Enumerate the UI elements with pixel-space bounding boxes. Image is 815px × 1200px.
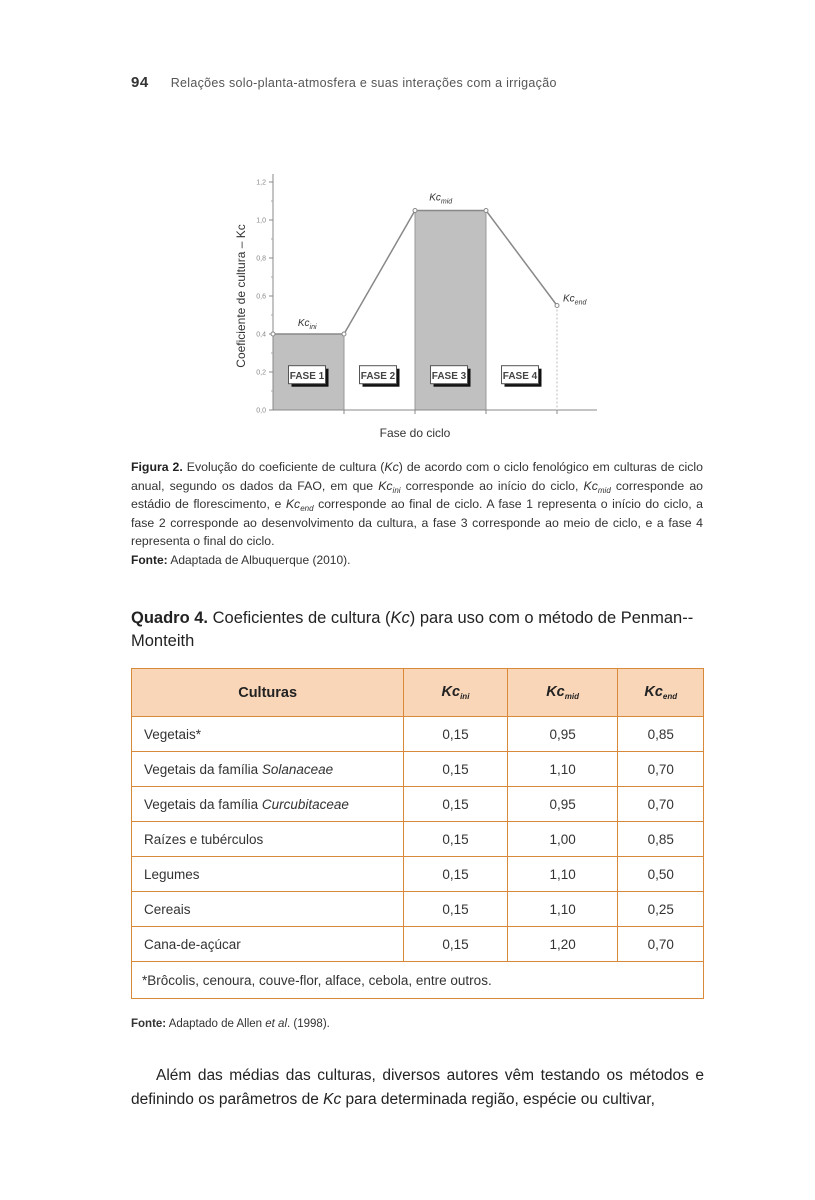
- cell-kc-ini: 0,15: [404, 787, 507, 822]
- chart-svg: [225, 165, 625, 445]
- table-title-text: Coeficientes de cultura (: [208, 609, 391, 627]
- table-title: [131, 607, 711, 653]
- table-label: Quadro 4.: [131, 609, 209, 627]
- caption-text: corresponde ao final de ciclo. A fase 1 representa o início do ciclo, a fase 2 corresponde ao desenvolvimento da cultura, a fase 3 corresponde ao meio de ciclo, e a fase 4 representa o final do ciclo.: [131, 497, 703, 548]
- figure-source: [131, 551, 703, 570]
- caption-text: ) de acordo com o ciclo fenológico em culturas de ciclo anual, segundo os dados da FAO, em que: [131, 460, 704, 493]
- cell-cultura: [132, 857, 404, 892]
- table-row: [132, 752, 704, 787]
- table-row: [132, 927, 704, 962]
- cell-kc-ini: 0,15: [404, 822, 507, 857]
- table-title-text: ) para uso com o método de Penman--Monteith: [131, 609, 694, 650]
- cell-kc-ini: 0,15: [404, 857, 507, 892]
- caption-kc: Kc: [285, 497, 301, 511]
- cell-kc-end: 0,85: [618, 822, 704, 857]
- kc-annotation-ini: $Kc_{ini}$: [297, 318, 317, 331]
- column-header-culturas: Culturas: [132, 669, 404, 717]
- cell-kc-mid: 1,10: [507, 857, 618, 892]
- kc-point: [555, 304, 559, 308]
- cell-cultura: [132, 787, 404, 822]
- cell-cultura: [132, 892, 404, 927]
- cell-kc-mid: 1,10: [507, 752, 618, 787]
- kc-point: [484, 209, 488, 213]
- table-row: [132, 892, 704, 927]
- source-label: Fonte:: [131, 552, 168, 567]
- table-footnote: *Brôcolis, cenoura, couve-flor, alface, cebola, entre outros.: [132, 962, 704, 999]
- y-tick-label: 1,0: [256, 217, 266, 225]
- kc-annotation-mid: $Kc_{mid}$: [429, 192, 453, 206]
- table-row: [132, 717, 704, 752]
- y-tick-label: 1,2: [256, 179, 266, 187]
- cell-kc-mid: 1,20: [507, 927, 618, 962]
- table-title-kc: Kc: [390, 609, 410, 627]
- kc-annotation-end: $Kc_{end}$: [563, 293, 587, 307]
- cell-kc-mid: 0,95: [507, 787, 618, 822]
- cell-kc-mid: 0,95: [507, 717, 618, 752]
- y-tick-label: 0,4: [256, 331, 266, 339]
- kc-table: [131, 668, 704, 999]
- y-tick-label: 0,6: [256, 293, 266, 301]
- cell-cultura: [132, 927, 404, 962]
- phase-label: FASE 2: [360, 371, 396, 383]
- cultura-name: Cereais: [144, 901, 191, 917]
- cell-kc-mid: 1,10: [507, 892, 618, 927]
- kc-point: [413, 209, 417, 213]
- y-tick-label: 0,2: [256, 369, 266, 377]
- cell-cultura: [132, 752, 404, 787]
- cell-kc-end: 0,25: [618, 892, 704, 927]
- cultura-name: Raízes e tubérculos: [144, 831, 264, 847]
- cell-kc-end: 0,70: [618, 787, 704, 822]
- table-row: [132, 857, 704, 892]
- caption-kc: Kc: [583, 478, 598, 493]
- cell-kc-ini: 0,15: [404, 927, 507, 962]
- cell-cultura: [132, 717, 404, 752]
- kc-base: Kc: [644, 684, 663, 700]
- caption-sub: end: [300, 504, 314, 513]
- y-axis-label: Coeficiente de cultura – Kc: [234, 224, 248, 368]
- column-header-kc-ini: [404, 669, 507, 717]
- page-header: [131, 74, 557, 91]
- caption-kc: Kc: [384, 460, 399, 474]
- source-text: . (1998).: [287, 1018, 330, 1030]
- paragraph-text: para determinada região, espécie ou cultivar,: [341, 1091, 655, 1108]
- x-axis-label: Fase do ciclo: [379, 426, 451, 440]
- y-tick-label: 0,0: [256, 407, 266, 415]
- phase-label: FASE 4: [502, 371, 538, 383]
- caption-label: Figura 2.: [131, 460, 183, 474]
- kc-sub: mid: [564, 692, 579, 701]
- cultura-name: Cana-de-açúcar: [144, 936, 241, 952]
- cultura-family: Curcubitaceae: [261, 796, 349, 812]
- kc-sub: ini: [460, 692, 470, 701]
- cell-kc-end: 0,85: [618, 717, 704, 752]
- column-header-kc-end: [618, 669, 704, 717]
- caption-sub: ini: [392, 485, 401, 495]
- y-tick-label: 0,8: [256, 255, 266, 263]
- caption-kc: Kc: [378, 478, 393, 493]
- caption-text: Evolução do coeficiente de cultura (: [182, 460, 385, 474]
- table-row: [132, 787, 704, 822]
- kc-point: [271, 332, 275, 336]
- cell-kc-mid: 1,00: [507, 822, 618, 857]
- cultura-name: Vegetais da família: [144, 796, 262, 812]
- phase-label: FASE 3: [431, 371, 467, 383]
- caption-sub: mid: [597, 485, 611, 495]
- cell-kc-ini: 0,15: [404, 717, 507, 752]
- kc-point: [342, 332, 346, 336]
- paragraph-text: Além das médias das culturas, diversos autores vêm testando os métodos e definindo os parâmetros de: [131, 1067, 704, 1108]
- source-text: Adaptado de Allen: [166, 1018, 266, 1030]
- cultura-name: Vegetais*: [144, 726, 202, 742]
- paragraph-kc: Kc: [323, 1091, 342, 1108]
- cell-cultura: [132, 822, 404, 857]
- cell-kc-ini: 0,15: [404, 752, 507, 787]
- cultura-name: Legumes: [144, 866, 200, 882]
- cell-kc-ini: 0,15: [404, 892, 507, 927]
- kc-base: Kc: [546, 684, 565, 700]
- phase-label: FASE 1: [289, 371, 325, 383]
- table-source: [131, 1018, 330, 1030]
- table-header-row: [132, 669, 704, 717]
- cell-kc-end: 0,50: [618, 857, 704, 892]
- source-label: Fonte:: [131, 1018, 167, 1030]
- source-italic: et al: [265, 1018, 288, 1030]
- cultura-name: Vegetais da família: [144, 761, 262, 777]
- table-footnote-row: [132, 962, 704, 999]
- figure-caption: [131, 458, 703, 569]
- cell-kc-end: 0,70: [618, 752, 704, 787]
- cultura-family: Solanaceae: [261, 761, 334, 777]
- caption-text: corresponde ao início do ciclo,: [400, 478, 584, 493]
- source-text: Adaptada de Albuquerque (2010).: [167, 552, 351, 567]
- kc-phase-chart: [225, 165, 625, 445]
- column-header-kc-mid: [507, 669, 618, 717]
- page-number: 94: [131, 74, 149, 91]
- kc-base: Kc: [441, 684, 461, 700]
- caption-text: corresponde ao estádio de florescimento, e: [131, 478, 703, 511]
- table-row: [132, 822, 704, 857]
- cell-kc-end: 0,70: [618, 927, 704, 962]
- body-paragraph: [131, 1064, 704, 1112]
- kc-sub: end: [662, 692, 678, 701]
- running-title: Relações solo-planta-atmosfera e suas interações com a irrigação: [170, 76, 557, 90]
